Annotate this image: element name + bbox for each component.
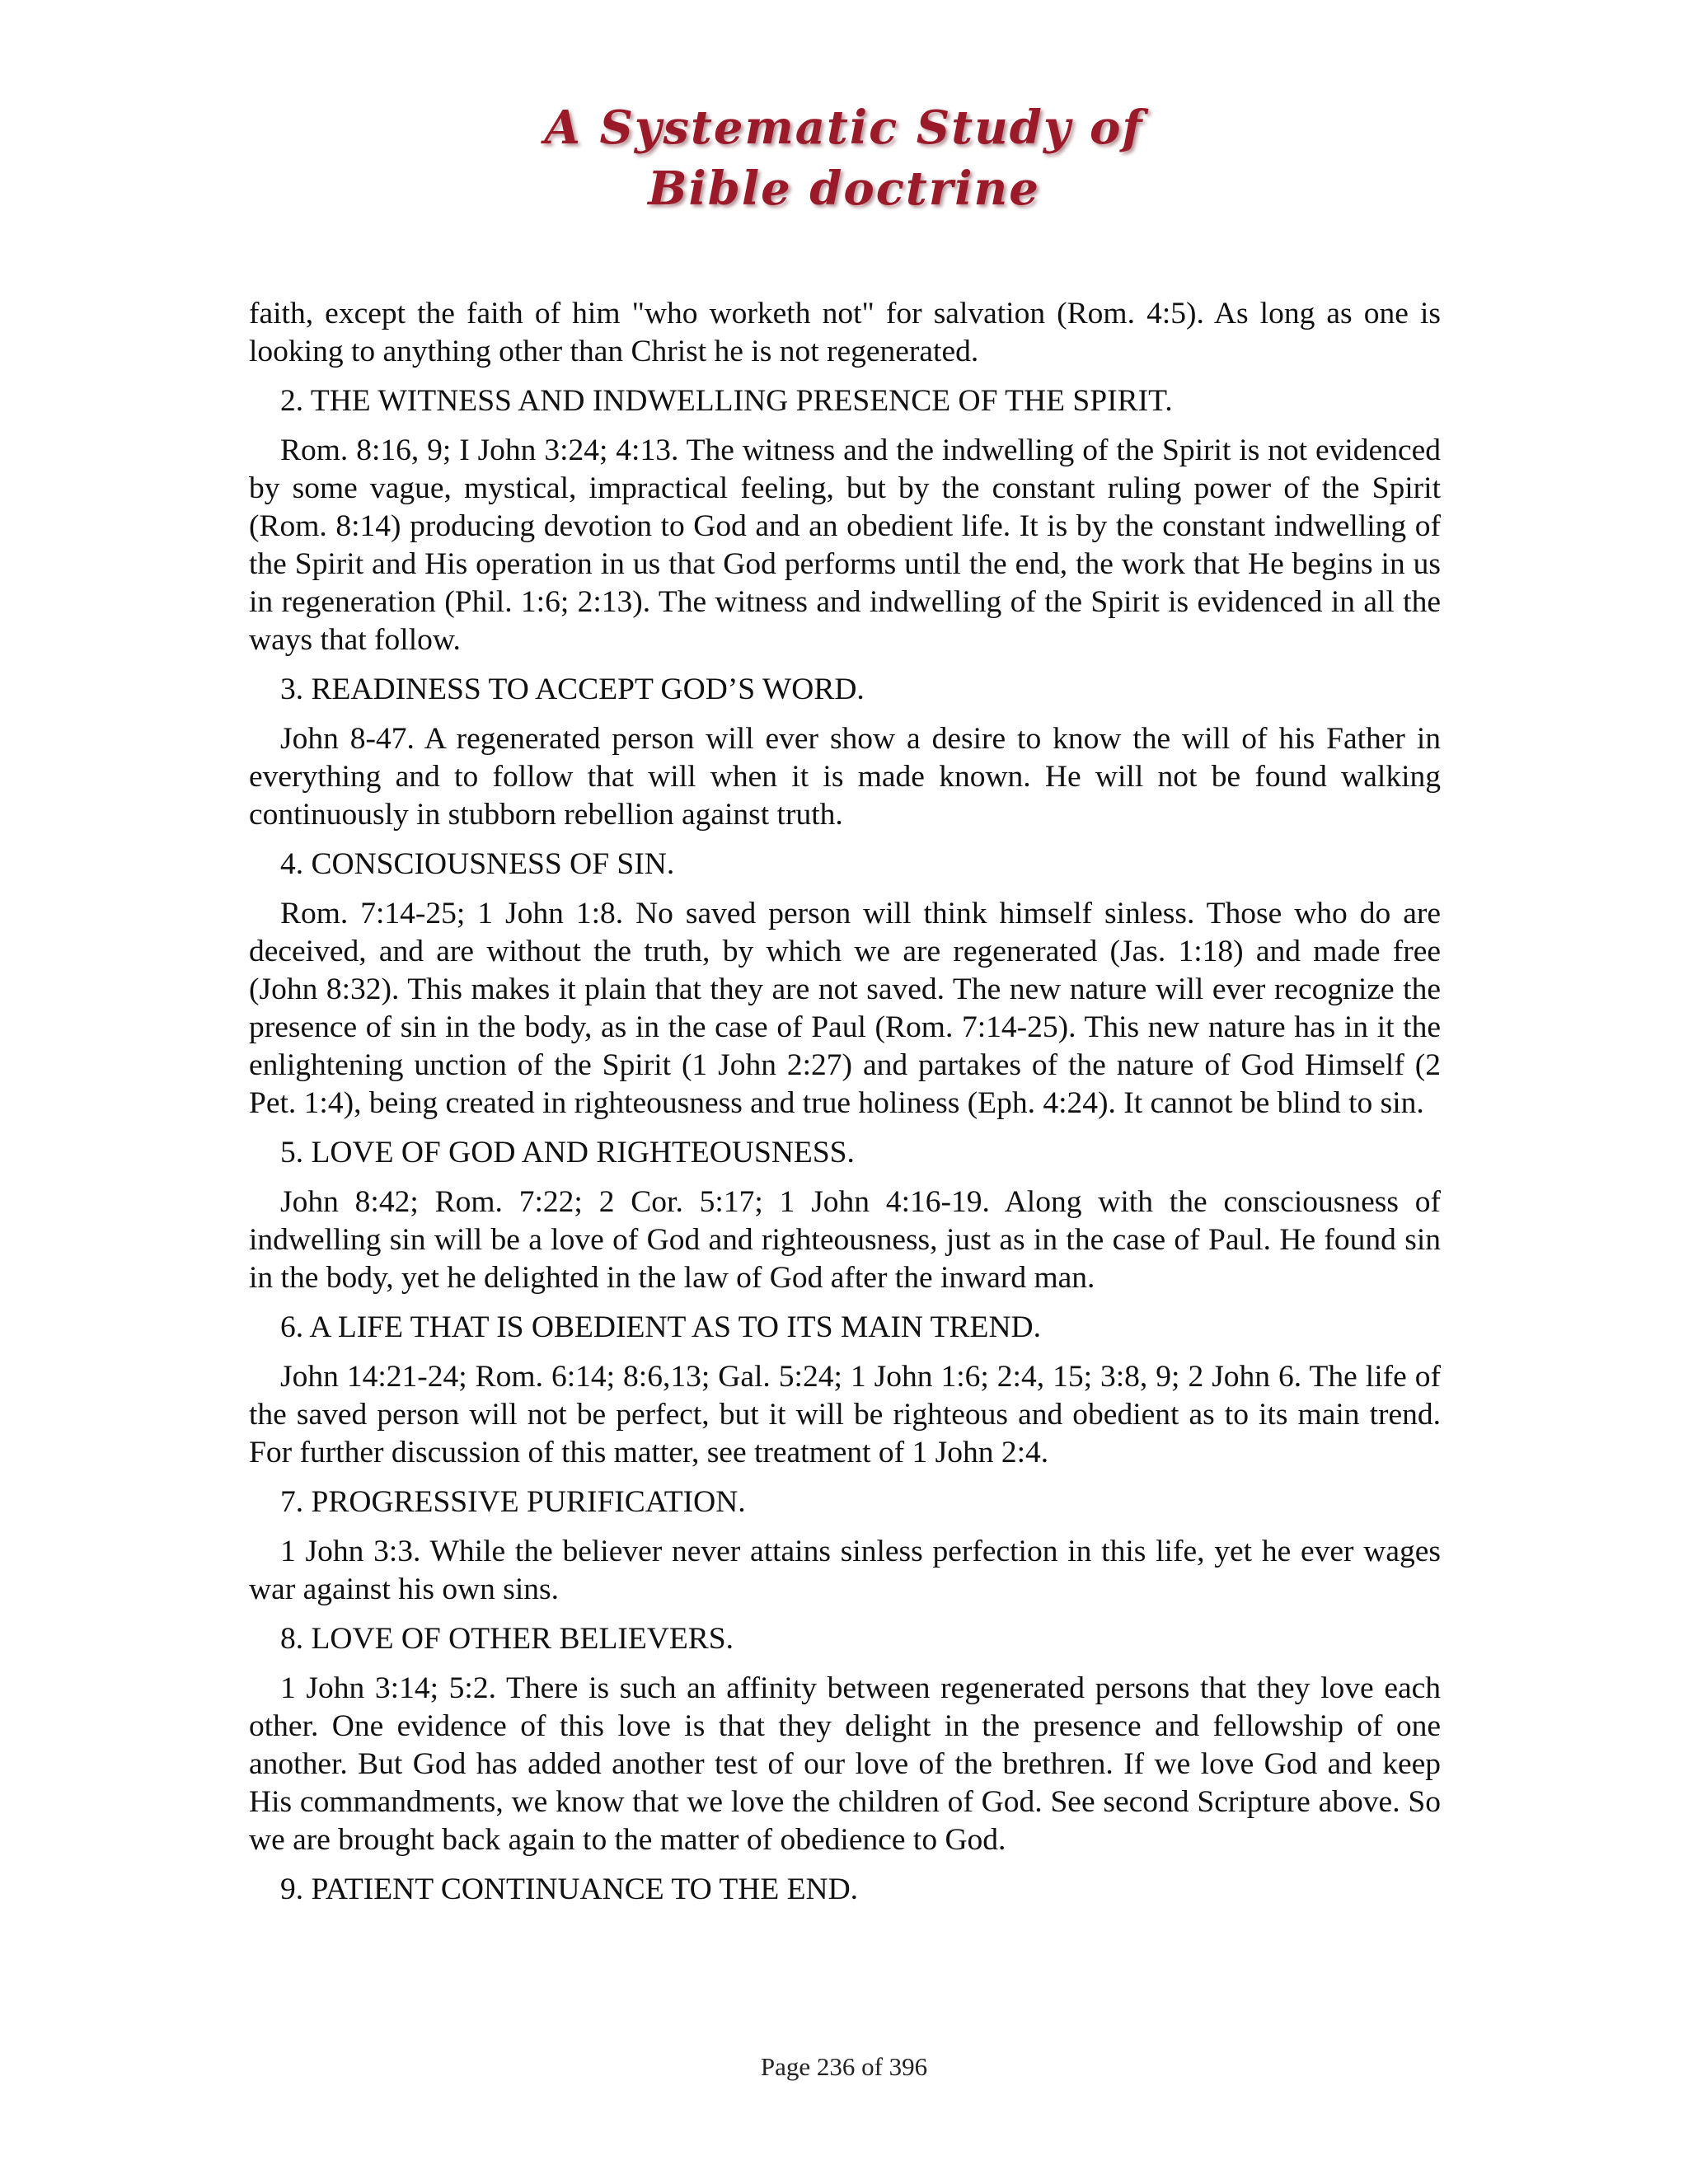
section-heading-3: 3. READINESS TO ACCEPT GOD’S WORD. <box>280 673 865 706</box>
section-heading-9: 9. PATIENT CONTINUANCE TO THE END. <box>280 1872 859 1906</box>
paragraph-3: John 8-47. A regenerated person will ever show a desire to know the will of his Father in everything and to follow that will when it is made known. He will not be found walking continuously in stubborn rebellion against truth. <box>249 722 1441 832</box>
logo-title-line-2: Bible doctrine <box>648 162 1040 216</box>
paragraph-2: Rom. 8:16, 9; I John 3:24; 4:13. The witness and the indwelling of the Spirit is not evidenced by some vague, mystical, impractical feeling, but by the constant ruling power of the Spirit (Rom. 8:14) producing devotion to God and an obedient life. It is by the constant indwelling of the Spirit and His operation in us that God performs until the end, the work that He begins in us in regeneration (Phil. 1:6; 2:13). The witness and indwelling of the Spirit is evidenced in all the ways that follow. <box>249 434 1441 657</box>
section-heading-4: 4. CONSCIOUSNESS OF SIN. <box>280 847 675 881</box>
paragraph-4: Rom. 7:14-25; 1 John 1:8. No saved person will think himself sinless. Those who do are deceived, and are without the truth, by which we are regenerated (Jas. 1:18) and made free (John 8:32). This makes it plain that they are not saved. The new nature will ever recognize the presence of sin in the body, as in the case of Paul (Rom. 7:14-25). This new nature has in it the enlightening unction of the Spirit (1 John 2:27) and partakes of the nature of God Himself (2 Pet. 1:4), being created in righteousness and true holiness (Eph. 4:24). It cannot be blind to sin. <box>249 897 1441 1120</box>
logo-title-line-1: A Systematic Study of <box>544 101 1144 155</box>
section-heading-5: 5. LOVE OF GOD AND RIGHTEOUSNESS. <box>280 1136 855 1169</box>
page-body <box>249 295 1441 1920</box>
paragraph-8: 1 John 3:14; 5:2. There is such an affinity between regenerated persons that they love each other. One evidence of this love is that they delight in the presence and fellowship of one another. But God has added another test of our love of the brethren. If we love God and keep His commandments, we know that we love the children of God. See second Scripture above. So we are brought back again to the matter of obedience to God. <box>249 1671 1441 1857</box>
section-heading-8: 8. LOVE OF OTHER BELIEVERS. <box>280 1622 734 1656</box>
paragraph-6: John 14:21-24; Rom. 6:14; 8:6,13; Gal. 5:24; 1 John 1:6; 2:4, 15; 3:8, 9; 2 John 6. The life of the saved person will not be perfect, but it will be righteous and obedient as to its main trend. For further discussion of this matter, see treatment of 1 John 2:4. <box>249 1360 1441 1469</box>
section-heading-6: 6. A LIFE THAT IS OBEDIENT AS TO ITS MAIN TREND. <box>280 1310 1041 1344</box>
book-title-logo <box>0 97 1688 219</box>
paragraph-5: John 8:42; Rom. 7:22; 2 Cor. 5:17; 1 John 4:16-19. Along with the consciousness of indwelling sin will be a love of God and righteousness, just as in the case of Paul. He found sin in the body, yet he delighted in the law of God after the inward man. <box>249 1185 1441 1295</box>
page-number: Page 236 of 396 <box>760 2052 928 2081</box>
paragraph-7: 1 John 3:3. While the believer never attains sinless perfection in this life, yet he ever wages war against his own sins. <box>249 1535 1441 1606</box>
section-heading-2: 2. THE WITNESS AND INDWELLING PRESENCE OF THE SPIRIT. <box>280 384 1173 418</box>
paragraph-continued: faith, except the faith of him "who worketh not" for salvation (Rom. 4:5). As long as one is looking to anything other than Christ he is not regenerated. <box>249 297 1441 368</box>
section-heading-7: 7. PROGRESSIVE PURIFICATION. <box>280 1485 746 1519</box>
